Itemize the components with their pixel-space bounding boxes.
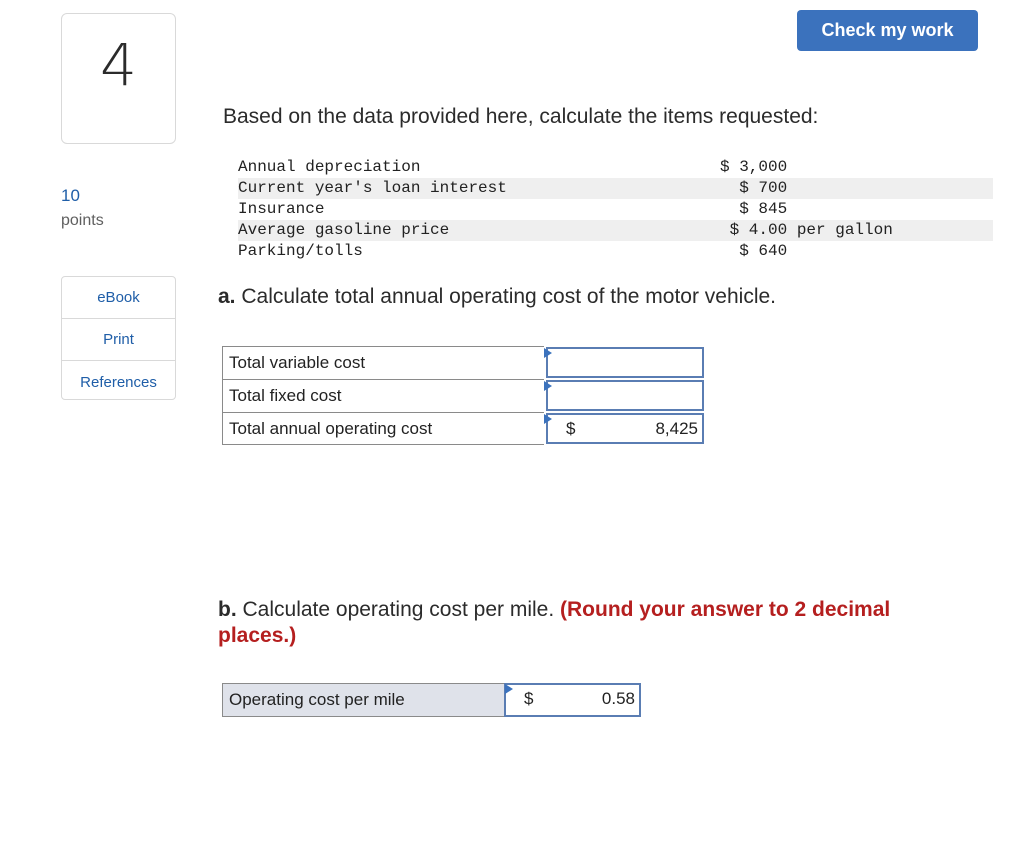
- question-intro: Based on the data provided here, calculate the items requested:: [223, 105, 819, 128]
- part-b-text: Calculate operating cost per mile.: [236, 598, 560, 621]
- input-marker-icon: [544, 348, 552, 358]
- check-my-work-button[interactable]: Check my work: [797, 10, 978, 51]
- answer-label: Total variable cost: [222, 346, 544, 379]
- data-label: Average gasoline price: [238, 221, 450, 239]
- data-value: $ 4.00 per gallon: [720, 221, 893, 239]
- part-b-prefix: b.: [218, 598, 237, 621]
- given-data-table: [238, 157, 993, 262]
- data-row: [238, 220, 993, 241]
- answer-value: 0.58: [601, 689, 635, 708]
- answer-label: Operating cost per mile: [222, 683, 506, 717]
- data-label: Current year's loan interest: [238, 179, 507, 197]
- part-b-prompt: [218, 597, 958, 649]
- data-value: $ 3,000: [720, 158, 788, 176]
- data-value: $ 845: [720, 200, 788, 218]
- resource-links: [61, 276, 176, 400]
- input-marker-icon: [544, 414, 552, 424]
- total-variable-cost-input[interactable]: [546, 347, 704, 378]
- part-a-text: Calculate total annual operating cost of the motor vehicle.: [235, 285, 776, 308]
- total-annual-operating-cost-input[interactable]: [546, 413, 704, 444]
- data-row: [238, 178, 993, 199]
- data-row: [238, 241, 993, 262]
- currency-symbol: $: [524, 689, 534, 708]
- points-label: points: [61, 212, 104, 229]
- currency-symbol: $: [566, 419, 576, 438]
- part-a-prefix: a.: [218, 285, 236, 308]
- question-number: 4: [100, 30, 137, 99]
- operating-cost-per-mile-input[interactable]: [504, 683, 641, 717]
- input-marker-icon: [544, 381, 552, 391]
- data-value: $ 640: [720, 242, 788, 260]
- data-value: $ 700: [720, 179, 788, 197]
- ebook-link[interactable]: eBook: [62, 277, 175, 319]
- rounding-note: (Round your answer to 2 decimal places.): [218, 598, 891, 647]
- input-marker-icon: [505, 684, 513, 694]
- data-label: Parking/tolls: [238, 242, 363, 260]
- data-label: Annual depreciation: [238, 158, 421, 176]
- total-fixed-cost-input[interactable]: [546, 380, 704, 411]
- data-label: Insurance: [238, 200, 325, 218]
- answer-label: Total fixed cost: [222, 379, 544, 412]
- data-row: [238, 199, 993, 220]
- data-row: [238, 157, 993, 178]
- points-value: 10: [61, 186, 80, 205]
- part-a-prompt: [218, 285, 776, 309]
- references-link[interactable]: References: [80, 373, 157, 391]
- question-number-box: [61, 13, 176, 144]
- print-link[interactable]: Print: [62, 319, 175, 361]
- answer-label: Total annual operating cost: [222, 412, 544, 445]
- answer-value: 8,425: [655, 419, 698, 438]
